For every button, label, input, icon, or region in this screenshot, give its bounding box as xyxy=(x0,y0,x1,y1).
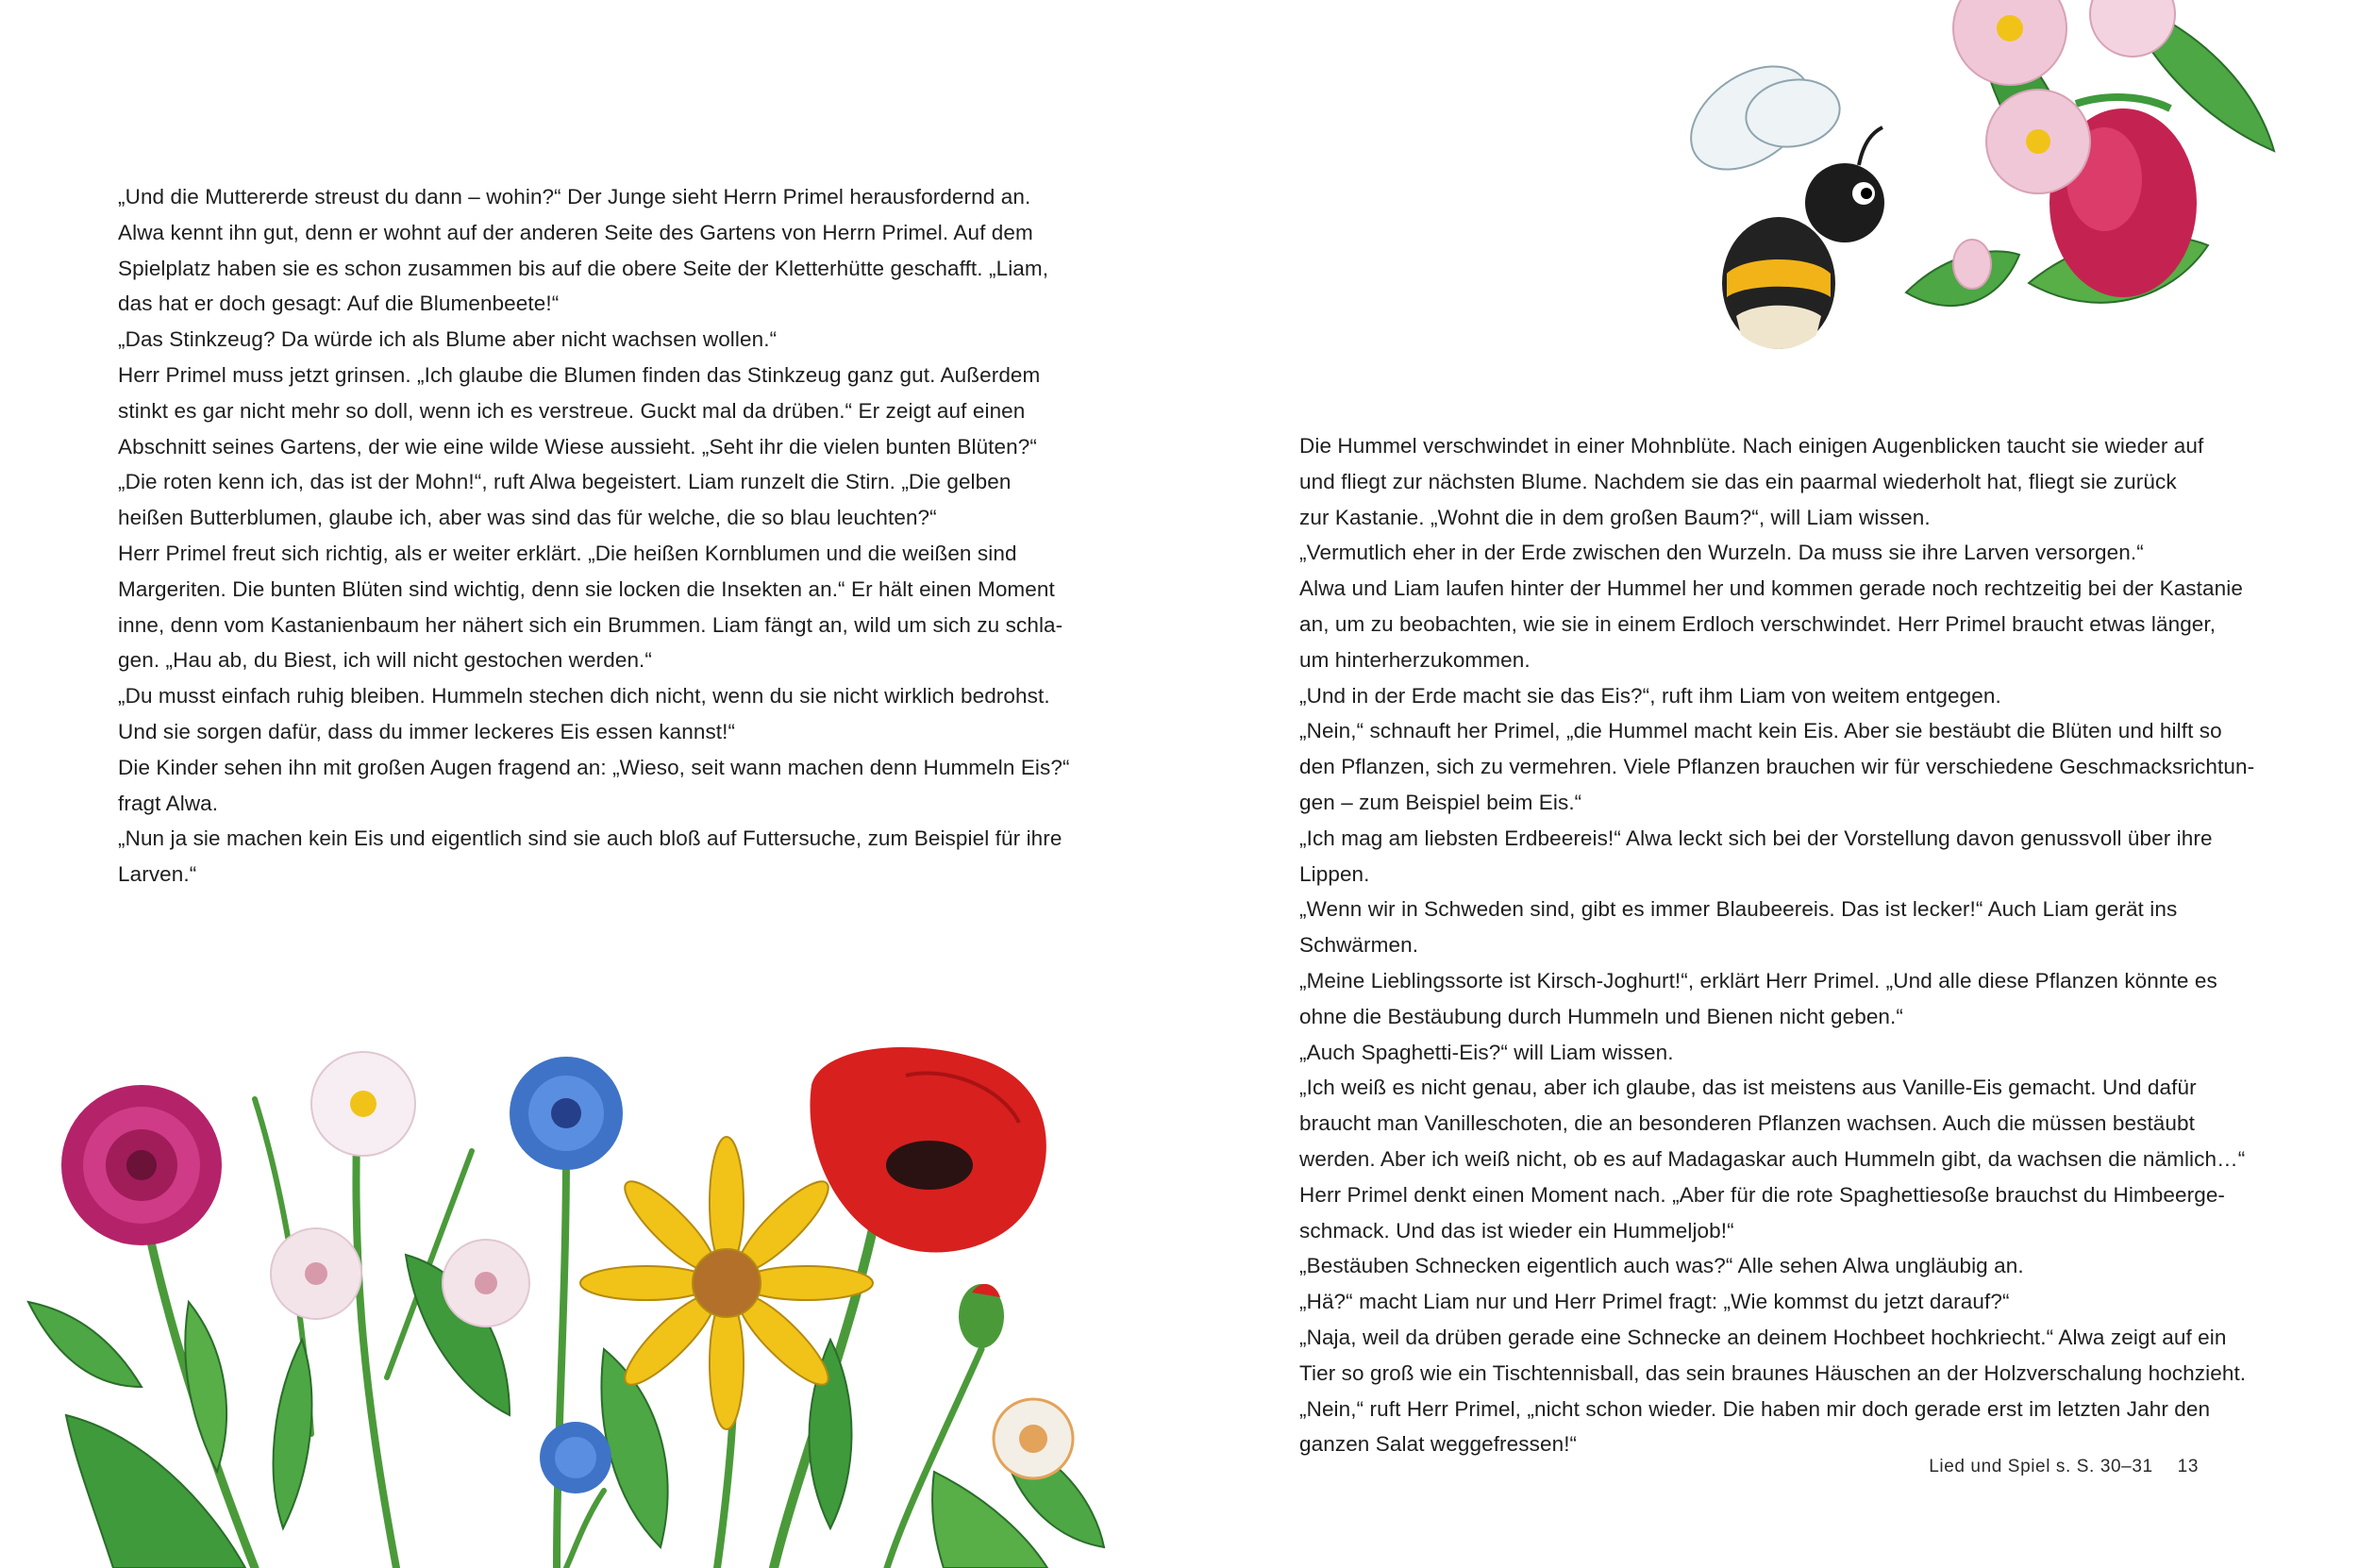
text-line: „Wenn wir in Schweden sind, gibt es immer Blaubeereis. Das ist lecker!“ Auch Liam gerät ins xyxy=(1299,897,2178,922)
text-line: den Pflanzen, sich zu vermehren. Viele Pflanzen brauchen wir für verschiedene Geschmacksrichtun- xyxy=(1299,755,2255,779)
apple-blossom xyxy=(1953,0,2066,85)
text-line: Alwa und Liam laufen hinter der Hummel her und kommen gerade noch rechtzeitig bei der Kastanie xyxy=(1299,576,2243,601)
text-line: Herr Primel freut sich richtig, als er weiter erklärt. „Die heißen Kornblumen und die weißen sind xyxy=(118,541,1017,565)
text-line: „Hä?“ macht Liam nur und Herr Primel fragt: „Wie kommst du jetzt darauf?“ xyxy=(1299,1290,2010,1314)
text-line: „Naja, weil da drüben gerade eine Schnecke an deinem Hochbeet hochkriecht.“ Alwa zeigt auf ein xyxy=(1299,1325,2227,1349)
text-line: Tier so groß wie ein Tischtennisball, das sein braunes Häuschen an der Holzverschalung hochzieht. xyxy=(1299,1360,2247,1385)
text-line: um hinterherzukommen. xyxy=(1299,647,1531,672)
text-line: Alwa kennt ihn gut, denn er wohnt auf der anderen Seite des Gartens von Herrn Primel. Auf dem xyxy=(118,220,1033,244)
cornflower-large xyxy=(510,1057,623,1170)
right-page xyxy=(1180,0,2359,1568)
text-line: Die Hummel verschwindet in einer Mohnblüte. Nach einigen Augenblicken taucht sie wieder auf xyxy=(1299,434,2204,458)
poppy-bud xyxy=(959,1284,1004,1348)
text-line: heißen Butterblumen, glaube ich, aber was sind das für welche, die so blau leuchten?“ xyxy=(118,506,937,530)
text-line: Larven.“ xyxy=(118,862,197,887)
bumblebee-raspberry-illustration xyxy=(1595,0,2359,396)
text-line: gen. „Hau ab, du Biest, ich will nicht gestochen werden.“ xyxy=(118,648,653,673)
text-line: „Ich weiß es nicht genau, aber ich glaube, das ist meistens aus Vanille-Eis gemacht. Und dafür xyxy=(1299,1076,2197,1100)
text-line: ohne die Bestäubung durch Hummeln und Bienen nicht geben.“ xyxy=(1299,1004,1903,1028)
text-line: „Nun ja sie machen kein Eis und eigentlich sind sie auch bloß auf Futtersuche, zum Beispiel für ihre xyxy=(118,826,1062,851)
text-line: gen – zum Beispiel beim Eis.“ xyxy=(1299,790,1582,814)
leaf xyxy=(274,1340,312,1528)
stem xyxy=(356,1085,396,1568)
wildflower-meadow-illustration xyxy=(0,943,1180,1568)
page-footer xyxy=(1904,1457,2199,1477)
page-number: 13 xyxy=(2177,1457,2199,1476)
text-line: „Meine Lieblingssorte ist Kirsch-Joghurt!“, erklärt Herr Primel. „Und alle diese Pflanzen könnte es xyxy=(1299,968,2217,993)
text-line: „Nein,“ schnauft her Primel, „die Hummel macht kein Eis. Aber sie bestäubt die Blüten und hilft so xyxy=(1299,719,2222,743)
text-line: „Bestäuben Schnecken eigentlich auch was?“ Alle sehen Alwa ungläubig an. xyxy=(1299,1254,2024,1278)
text-line: Schwärmen. xyxy=(1299,933,1419,958)
apple-blossom xyxy=(1986,90,2090,193)
leaf xyxy=(28,1302,142,1387)
zinnia-flower xyxy=(61,1085,222,1245)
text-line: „Und die Muttererde streust du dann – wohin?“ Der Junge sieht Herrn Primel herausfordernd an. xyxy=(118,185,1031,209)
bumblebee xyxy=(1672,45,1884,349)
text-line: ganzen Salat weggefressen!“ xyxy=(1299,1432,1578,1457)
text-line: „Das Stinkzeug? Da würde ich als Blume aber nicht wachsen wollen.“ xyxy=(118,327,778,352)
white-blossom xyxy=(271,1228,361,1319)
text-line: „Nein,“ ruft Herr Primel, „nicht schon wieder. Die haben mir doch gerade erst im letzten Jahr den xyxy=(1299,1396,2211,1421)
text-line: und fliegt zur nächsten Blume. Nachdem sie das ein paarmal wiederholt hat, fliegt sie zurück xyxy=(1299,469,2177,493)
white-blossom xyxy=(311,1052,415,1156)
text-line: inne, denn vom Kastanienbaum her nähert sich ein Brummen. Liam fängt an, wild um sich zu schla- xyxy=(118,612,1063,637)
text-line: „Du musst einfach ruhig bleiben. Hummeln stechen dich nicht, wenn du sie nicht wirklich bedrohst. xyxy=(118,684,1050,709)
text-line: „Und in der Erde macht sie das Eis?“, ruft ihm Liam von weitem entgegen. xyxy=(1299,683,2001,708)
text-line: „Vermutlich eher in der Erde zwischen den Wurzeln. Da muss sie ihre Larven versorgen.“ xyxy=(1299,541,2144,565)
text-line: braucht man Vanilleschoten, die an besonderen Pflanzen wachsen. Auch die müssen bestäubt xyxy=(1299,1111,2195,1136)
small-daisy xyxy=(994,1399,1073,1478)
stem xyxy=(557,1151,566,1568)
left-page-text xyxy=(118,179,1070,892)
cornflower-small xyxy=(540,1422,611,1493)
leaf xyxy=(185,1302,226,1472)
text-line: „Die roten kenn ich, das ist der Mohn!“, ruft Alwa begeistert. Liam runzelt die Stirn. „Die gelben xyxy=(118,470,1012,494)
text-line: Die Kinder sehen ihn mit großen Augen fragend an: „Wieso, seit wann machen denn Hummeln Eis?“ xyxy=(118,755,1070,779)
text-line: Margeriten. Die bunten Blüten sind wichtig, denn sie locken die Insekten an.“ Er hält einen Moment xyxy=(118,576,1055,601)
poppy-flower xyxy=(810,1047,1046,1253)
text-line: das hat er doch gesagt: Auf die Blumenbeete!“ xyxy=(118,292,560,316)
text-line: zur Kastanie. „Wohnt die in dem großen Baum?“, will Liam wissen. xyxy=(1299,505,1931,529)
text-line: werden. Aber ich weiß nicht, ob es auf Madagaskar auch Hummeln gibt, da wachsen die nämlich…“ xyxy=(1299,1146,2246,1171)
right-page-text xyxy=(1299,428,2255,1462)
text-line: „Ich mag am liebsten Erdbeereis!“ Alwa leckt sich bei der Vorstellung davon genussvoll über ihre xyxy=(1299,826,2213,850)
text-line: Lippen. xyxy=(1299,861,1370,886)
text-line: Herr Primel muss jetzt grinsen. „Ich glaube die Blumen finden das Stinkzeug ganz gut. Außerdem xyxy=(118,362,1041,387)
text-line: fragt Alwa. xyxy=(118,791,219,815)
footer-note: Lied und Spiel s. S. 30–31 xyxy=(1929,1457,2153,1476)
text-line: stinkt es gar nicht mehr so doll, wenn ich es verstreue. Guckt mal da drüben.“ Er zeigt auf einen xyxy=(118,398,1026,423)
text-line: an, um zu beobachten, wie sie in einem Erdloch verschwindet. Herr Primel braucht etwas länger, xyxy=(1299,611,2217,636)
text-line: Spielplatz haben sie es schon zusammen bis auf die obere Seite der Kletterhütte geschafft. „Liam, xyxy=(118,256,1049,280)
text-line: Herr Primel denkt einen Moment nach. „Aber für die rote Spaghettiesoße brauchst du Himbeerge- xyxy=(1299,1182,2226,1207)
white-blossom xyxy=(443,1240,529,1326)
text-line: Abschnitt seines Gartens, der wie eine wilde Wiese aussieht. „Seht ihr die vielen bunten Blüten?“ xyxy=(118,434,1037,459)
blossom-bud xyxy=(1953,240,1991,289)
text-line: schmack. Und das ist wieder ein Hummeljob!“ xyxy=(1299,1218,1734,1243)
text-line: „Auch Spaghetti-Eis?“ will Liam wissen. xyxy=(1299,1040,1674,1064)
text-line: Und sie sorgen dafür, dass du immer leckeres Eis essen kannst!“ xyxy=(118,719,736,743)
stem xyxy=(566,1491,604,1568)
